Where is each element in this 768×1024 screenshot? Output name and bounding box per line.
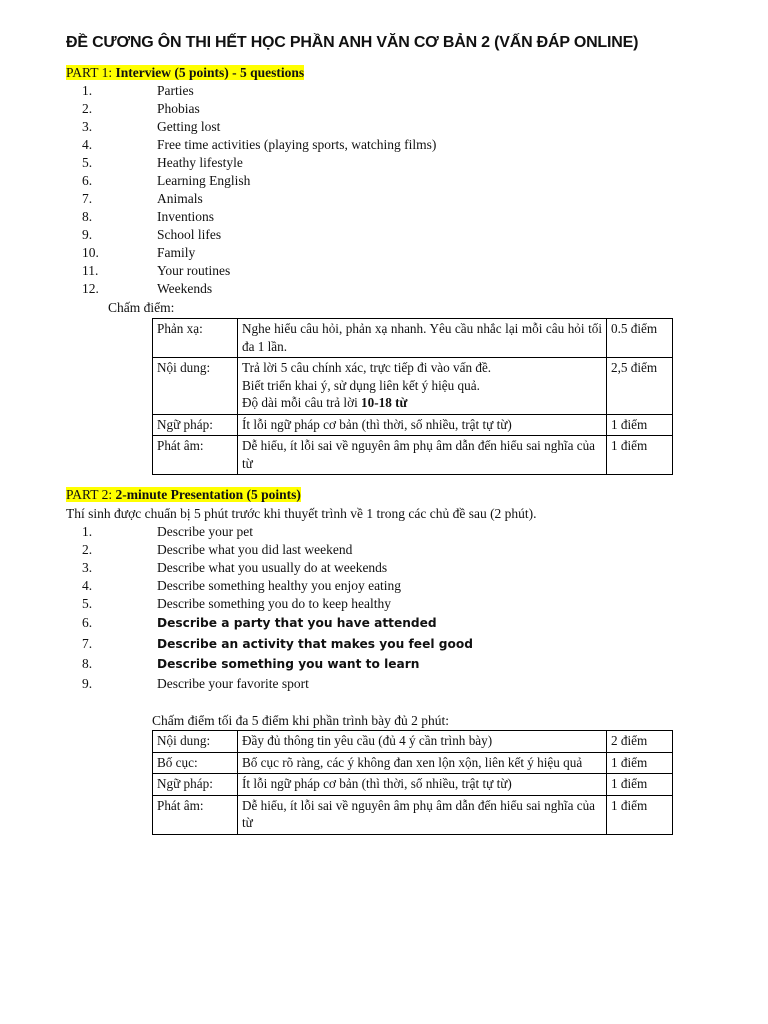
description-cell: Dễ hiểu, ít lỗi sai về nguyên âm phụ âm dẫn đến hiểu sai nghĩa của từ	[238, 436, 607, 475]
table-row	[153, 795, 673, 834]
criterion-cell: Phát âm:	[153, 795, 238, 834]
score-cell: 1 điểm	[607, 752, 673, 774]
description-cell: Bố cục rõ ràng, các ý không đan xen lộn xộn, liên kết ý hiệu quả	[238, 752, 607, 774]
description-cell: Ít lỗi ngữ pháp cơ bản (thì thời, số nhiều, trật tự từ)	[238, 414, 607, 436]
criterion-cell: Bố cục:	[153, 752, 238, 774]
criterion-cell: Ngữ pháp:	[153, 774, 238, 796]
part1-grading-table	[152, 318, 673, 475]
score-cell: 0.5 điểm	[607, 319, 673, 358]
description-cell: Đầy đủ thông tin yêu cầu (đủ 4 ý cần trình bày)	[238, 731, 607, 753]
part1-heading	[66, 65, 304, 81]
part1-title: Interview (5 points) - 5 questions	[115, 65, 305, 80]
document-title: ĐỀ CƯƠNG ÔN THI HẾT HỌC PHẦN ANH VĂN CƠ BẢN 2 (VẤN ĐÁP ONLINE)	[66, 34, 639, 51]
criterion-cell: Nội dung:	[153, 358, 238, 415]
criterion-cell: Ngữ pháp:	[153, 414, 238, 436]
criterion-cell: Phát âm:	[153, 436, 238, 475]
score-cell: 1 điểm	[607, 436, 673, 475]
description-cell: Nghe hiểu câu hỏi, phản xạ nhanh. Yêu cầu nhắc lại mỗi câu hỏi tối đa 1 lần.	[238, 319, 607, 358]
criterion-cell: Phản xạ:	[153, 319, 238, 358]
word-count-emphasis: 10-18 từ	[361, 395, 408, 410]
table-row	[153, 731, 673, 753]
score-cell: 2 điểm	[607, 731, 673, 753]
criterion-cell: Nội dung:	[153, 731, 238, 753]
part2-intro: Thí sinh được chuẩn bị 5 phút trước khi thuyết trình về 1 trong các chủ đề sau (2 phút).	[66, 506, 537, 521]
table-row	[153, 319, 673, 358]
table-row	[153, 436, 673, 475]
part1-label: PART 1:	[66, 65, 116, 80]
part2-label: PART 2:	[66, 487, 116, 502]
description-cell: Ít lỗi ngữ pháp cơ bản (thì thời, số nhiều, trật tự từ)	[238, 774, 607, 796]
description-line: Biết triển khai ý, sử dụng liên kết ý hiệu quả.	[242, 377, 480, 393]
description-cell: Dễ hiểu, ít lỗi sai về nguyên âm phụ âm dẫn đến hiểu sai nghĩa của từ	[238, 795, 607, 834]
table-row	[153, 774, 673, 796]
table-row	[153, 414, 673, 436]
score-cell: 1 điểm	[607, 414, 673, 436]
part2-title: 2-minute Presentation (5 points)	[115, 487, 301, 502]
table-row	[153, 358, 673, 415]
part1-grading-label: Chấm điểm:	[108, 300, 175, 315]
score-cell: 1 điểm	[607, 795, 673, 834]
table-row	[153, 752, 673, 774]
description-line: Độ dài mỗi câu trả lời 10-18 từ	[242, 395, 408, 410]
part2-grading-table	[152, 730, 673, 835]
score-cell: 2,5 điểm	[607, 358, 673, 415]
part2-heading	[66, 487, 301, 503]
score-cell: 1 điểm	[607, 774, 673, 796]
description-cell	[238, 358, 607, 415]
document-page: ĐỀ CƯƠNG ÔN THI HẾT HỌC PHẦN ANH VĂN CƠ BẢN 2 (VẤN ĐÁP ONLINE) PART 1: Interview (5 points) - 5 questions 1. Parties 2. Phobias 3. Getting lost 4. Free time activities (playing sports, watching films) 5. Heathy lifestyle 6. Learning English 7. Animals 8. Inventions 9. School lifes 10. Family 11. Your routines 12. Weekends Chấm điểm: Phản xạ: Nghe hiểu câu hỏi, phản xạ nhanh. Yêu cầu nhắc lại mỗi câu hỏi tối đa 1 lần. 0.5 điểm Nội dung: Trả lời 5 câu chính xác, trực tiếp đi vào vấn đề. Biết triển khai ý, sử dụng liên kết ý hiệu quả. Độ dài mỗi câu trả lời 10-18 từ 2,5 điểm Ngữ pháp: Ít lỗi ngữ pháp cơ bản (thì thời, số nhiều, trật tự từ) 1 điểm Phát âm: Dễ hiểu, ít lỗi sai về nguyên âm phụ âm dẫn đến hiểu sai nghĩa của từ 1 điểm PART 2: 2-minute Presentation (5 points) Thí sinh được chuẩn bị 5 phút trước khi thuyết trình về 1 trong các chủ đề sau (2 phút). 1. Describe your pet 2. Describe what you did last weekend 3. Describe what you usually do at weekends 4. Describe something healthy you enjoy eating 5. Describe something you do to keep healthy 6. Describe a party that you have attended 7. Describe an activity that makes you feel good 8. Describe something you want to learn 9. Describe your favorite sport Chấm điểm tối đa 5 điểm khi phần trình bày đủ 2 phút: Nội dung: Đầy đủ thông tin yêu cầu (đủ 4 ý cần trình bày) 2 điểm Bố cục: Bố cục rõ ràng, các ý không đan xen lộn xộn, liên kết ý hiệu quả 1 điểm Ngữ pháp: Ít lỗi ngữ pháp cơ bản (thì thời, số nhiều, trật tự từ) 1 điểm Phát âm: Dễ hiểu, ít lỗi sai về nguyên âm phụ âm dẫn đến hiểu sai nghĩa của từ 1 điểm	[0, 0, 768, 1024]
part2-grading-label: Chấm điểm tối đa 5 điểm khi phần trình bày đủ 2 phút:	[152, 713, 449, 728]
description-line: Trả lời 5 câu chính xác, trực tiếp đi vào vấn đề.	[242, 360, 492, 375]
